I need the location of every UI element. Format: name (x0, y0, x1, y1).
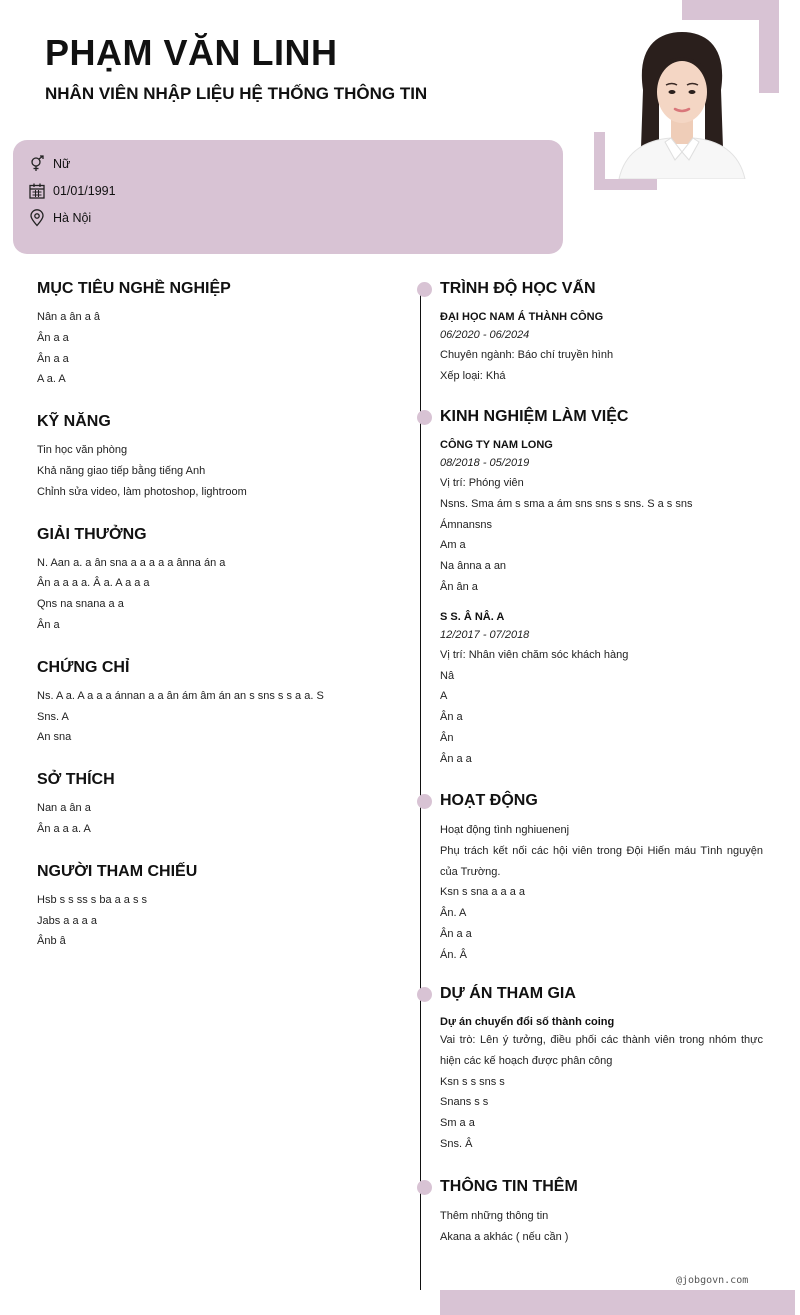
section-title: MỤC TIÊU NGHỀ NGHIỆP (37, 280, 231, 297)
list-item: Hsb s s ss s ba a a s s (37, 893, 148, 906)
section-title: SỞ THÍCH (37, 771, 115, 789)
list-item: Nâ (440, 669, 455, 682)
timeline-dot (417, 987, 432, 1002)
list-item: Ân a a a. A (37, 822, 91, 835)
dob-value: 01/01/1991 (53, 184, 116, 198)
list-item: Ân. A (440, 907, 467, 920)
list-item: Akana a akhác ( nếu cần ) (440, 1230, 569, 1243)
list-item: Nan a ân a (37, 802, 91, 815)
list-item: Tin học văn phòng (37, 444, 128, 457)
decor-bottom-bar (440, 1290, 795, 1315)
timeline-dot (417, 1180, 432, 1195)
list-item: Ksn s sna a a a a (440, 886, 525, 899)
list-item: Hoạt động tình nghiuenenj (440, 824, 570, 836)
decor-photo-corner-bar (594, 179, 657, 190)
list-item: Ámnansns (440, 518, 492, 531)
education-section (440, 280, 763, 387)
list-item: Chuyên ngành: Báo chí truyền hình (440, 349, 614, 361)
section-title: DỰ ÁN THAM GIA (440, 985, 576, 1002)
awards-section (37, 526, 377, 636)
list-item: Ân ân a (440, 580, 478, 593)
experience-section (440, 408, 763, 770)
gender-icon (28, 155, 46, 173)
list-item: Na ânna a an (440, 560, 507, 573)
list-item: Ân a (37, 618, 60, 631)
list-item: Am a (440, 539, 466, 552)
list-item: Ksn s s sns s (440, 1075, 505, 1088)
list-item: Sm a a (440, 1117, 475, 1130)
list-item: Sns. A (37, 710, 69, 723)
timeline-line (420, 290, 421, 1290)
list-item: Vai trò: Lên ý tưởng, điều phối các thành viên trong nhóm thực hiện các kế hoạch được phân công (440, 1034, 763, 1067)
section-title: TRÌNH ĐỘ HỌC VẤN (440, 280, 596, 297)
education-period: 06/2020 - 06/2024 (440, 329, 530, 341)
activities-section (440, 792, 763, 966)
list-item: N. Aan a. a ân sna a a a a a ânna án a (37, 556, 226, 569)
certificates-section (37, 659, 377, 748)
job-title: NHÂN VIÊN NHẬP LIỆU HỆ THỐNG THÔNG TIN (45, 84, 428, 103)
spacer (440, 598, 763, 610)
location-value: Hà Nội (53, 211, 92, 225)
list-item: Snans s s (440, 1096, 489, 1109)
list-item: Vị trí: Phóng viên (440, 477, 524, 489)
timeline-dot (417, 282, 432, 297)
list-item: An sna (37, 731, 72, 744)
list-item: Qns na snana a a (37, 598, 124, 611)
job-period: 12/2017 - 07/2018 (440, 628, 530, 641)
section-title: NGƯỜI THAM CHIẾU (37, 862, 198, 880)
company-name: S S. Â NÂ. A (440, 610, 505, 623)
personal-info-box (13, 140, 563, 254)
list-item: Nân a ân a â (37, 311, 100, 323)
list-item: Ânb â (37, 935, 66, 948)
watermark: @jobgovn.com (676, 1275, 749, 1286)
section-title: KINH NGHIỆM LÀM VIỆC (440, 408, 629, 425)
list-item: Ân a a (440, 752, 472, 765)
list-item: A a. A (37, 373, 66, 386)
references-section (37, 863, 377, 952)
list-item: Jabs a a a a (37, 914, 97, 927)
school-name: ĐẠI HỌC NAM Á THÀNH CÔNG (440, 311, 604, 323)
list-item: Ân a a a a. Â a. A a a a (37, 577, 150, 590)
section-title: HOẠT ĐỘNG (440, 792, 538, 809)
list-item: Nsns. Sma ám s sma a ám sns sns s sns. S a s sns (440, 497, 693, 510)
dob-row (28, 182, 116, 200)
company-name: CÔNG TY NAM LONG (440, 439, 553, 451)
projects-section (440, 985, 763, 1155)
list-item: Ân a a (37, 352, 69, 365)
left-column (37, 280, 377, 975)
profile-photo (605, 20, 759, 179)
list-item: Phụ trách kết nối các hội viên trong Đội Hiến máu Tình nguyện của Trường. (440, 844, 763, 878)
list-item: Ân (440, 731, 454, 744)
list-item: Ân a (440, 711, 463, 724)
gender-row (28, 155, 70, 173)
section-title: CHỨNG CHỈ (37, 658, 130, 676)
list-item: Vị trí: Nhân viên chăm sóc khách hàng (440, 648, 629, 661)
timeline-dot (417, 410, 432, 425)
project-name: Dự án chuyển đổi số thành coing (440, 1016, 615, 1028)
list-item: Ns. A a. A a a a ánnan a a ân ám âm án an s sns s s a a. S (37, 689, 324, 702)
career-objective-section (37, 280, 377, 390)
hobbies-section (37, 771, 377, 840)
section-title: KỸ NĂNG (37, 413, 111, 431)
section-title: GIẢI THƯỞNG (37, 525, 147, 543)
location-pin-icon (28, 209, 46, 227)
list-item: Ân a a (37, 331, 69, 344)
section-title: THÔNG TIN THÊM (440, 1178, 578, 1195)
job-period: 08/2018 - 05/2019 (440, 457, 530, 469)
list-item: Sns. Â (440, 1137, 473, 1150)
extra-info-section (440, 1178, 763, 1248)
list-item: Ân a a (440, 927, 472, 940)
decor-top-right-column (759, 0, 779, 93)
timeline-dot (417, 794, 432, 809)
list-item: Chỉnh sửa video, làm photoshop, lightroom (37, 485, 247, 498)
list-item: Xếp loại: Khá (440, 369, 506, 382)
gender-value: Nữ (53, 157, 71, 171)
list-item: Thêm những thông tin (440, 1210, 549, 1222)
list-item: A (440, 690, 448, 703)
list-item: Án. Â (440, 948, 467, 961)
skills-section (37, 413, 377, 502)
location-row (28, 209, 91, 227)
candidate-name: PHẠM VĂN LINH (45, 32, 338, 73)
calendar-icon (28, 182, 46, 200)
list-item: Khả năng giao tiếp bằng tiếng Anh (37, 464, 206, 477)
